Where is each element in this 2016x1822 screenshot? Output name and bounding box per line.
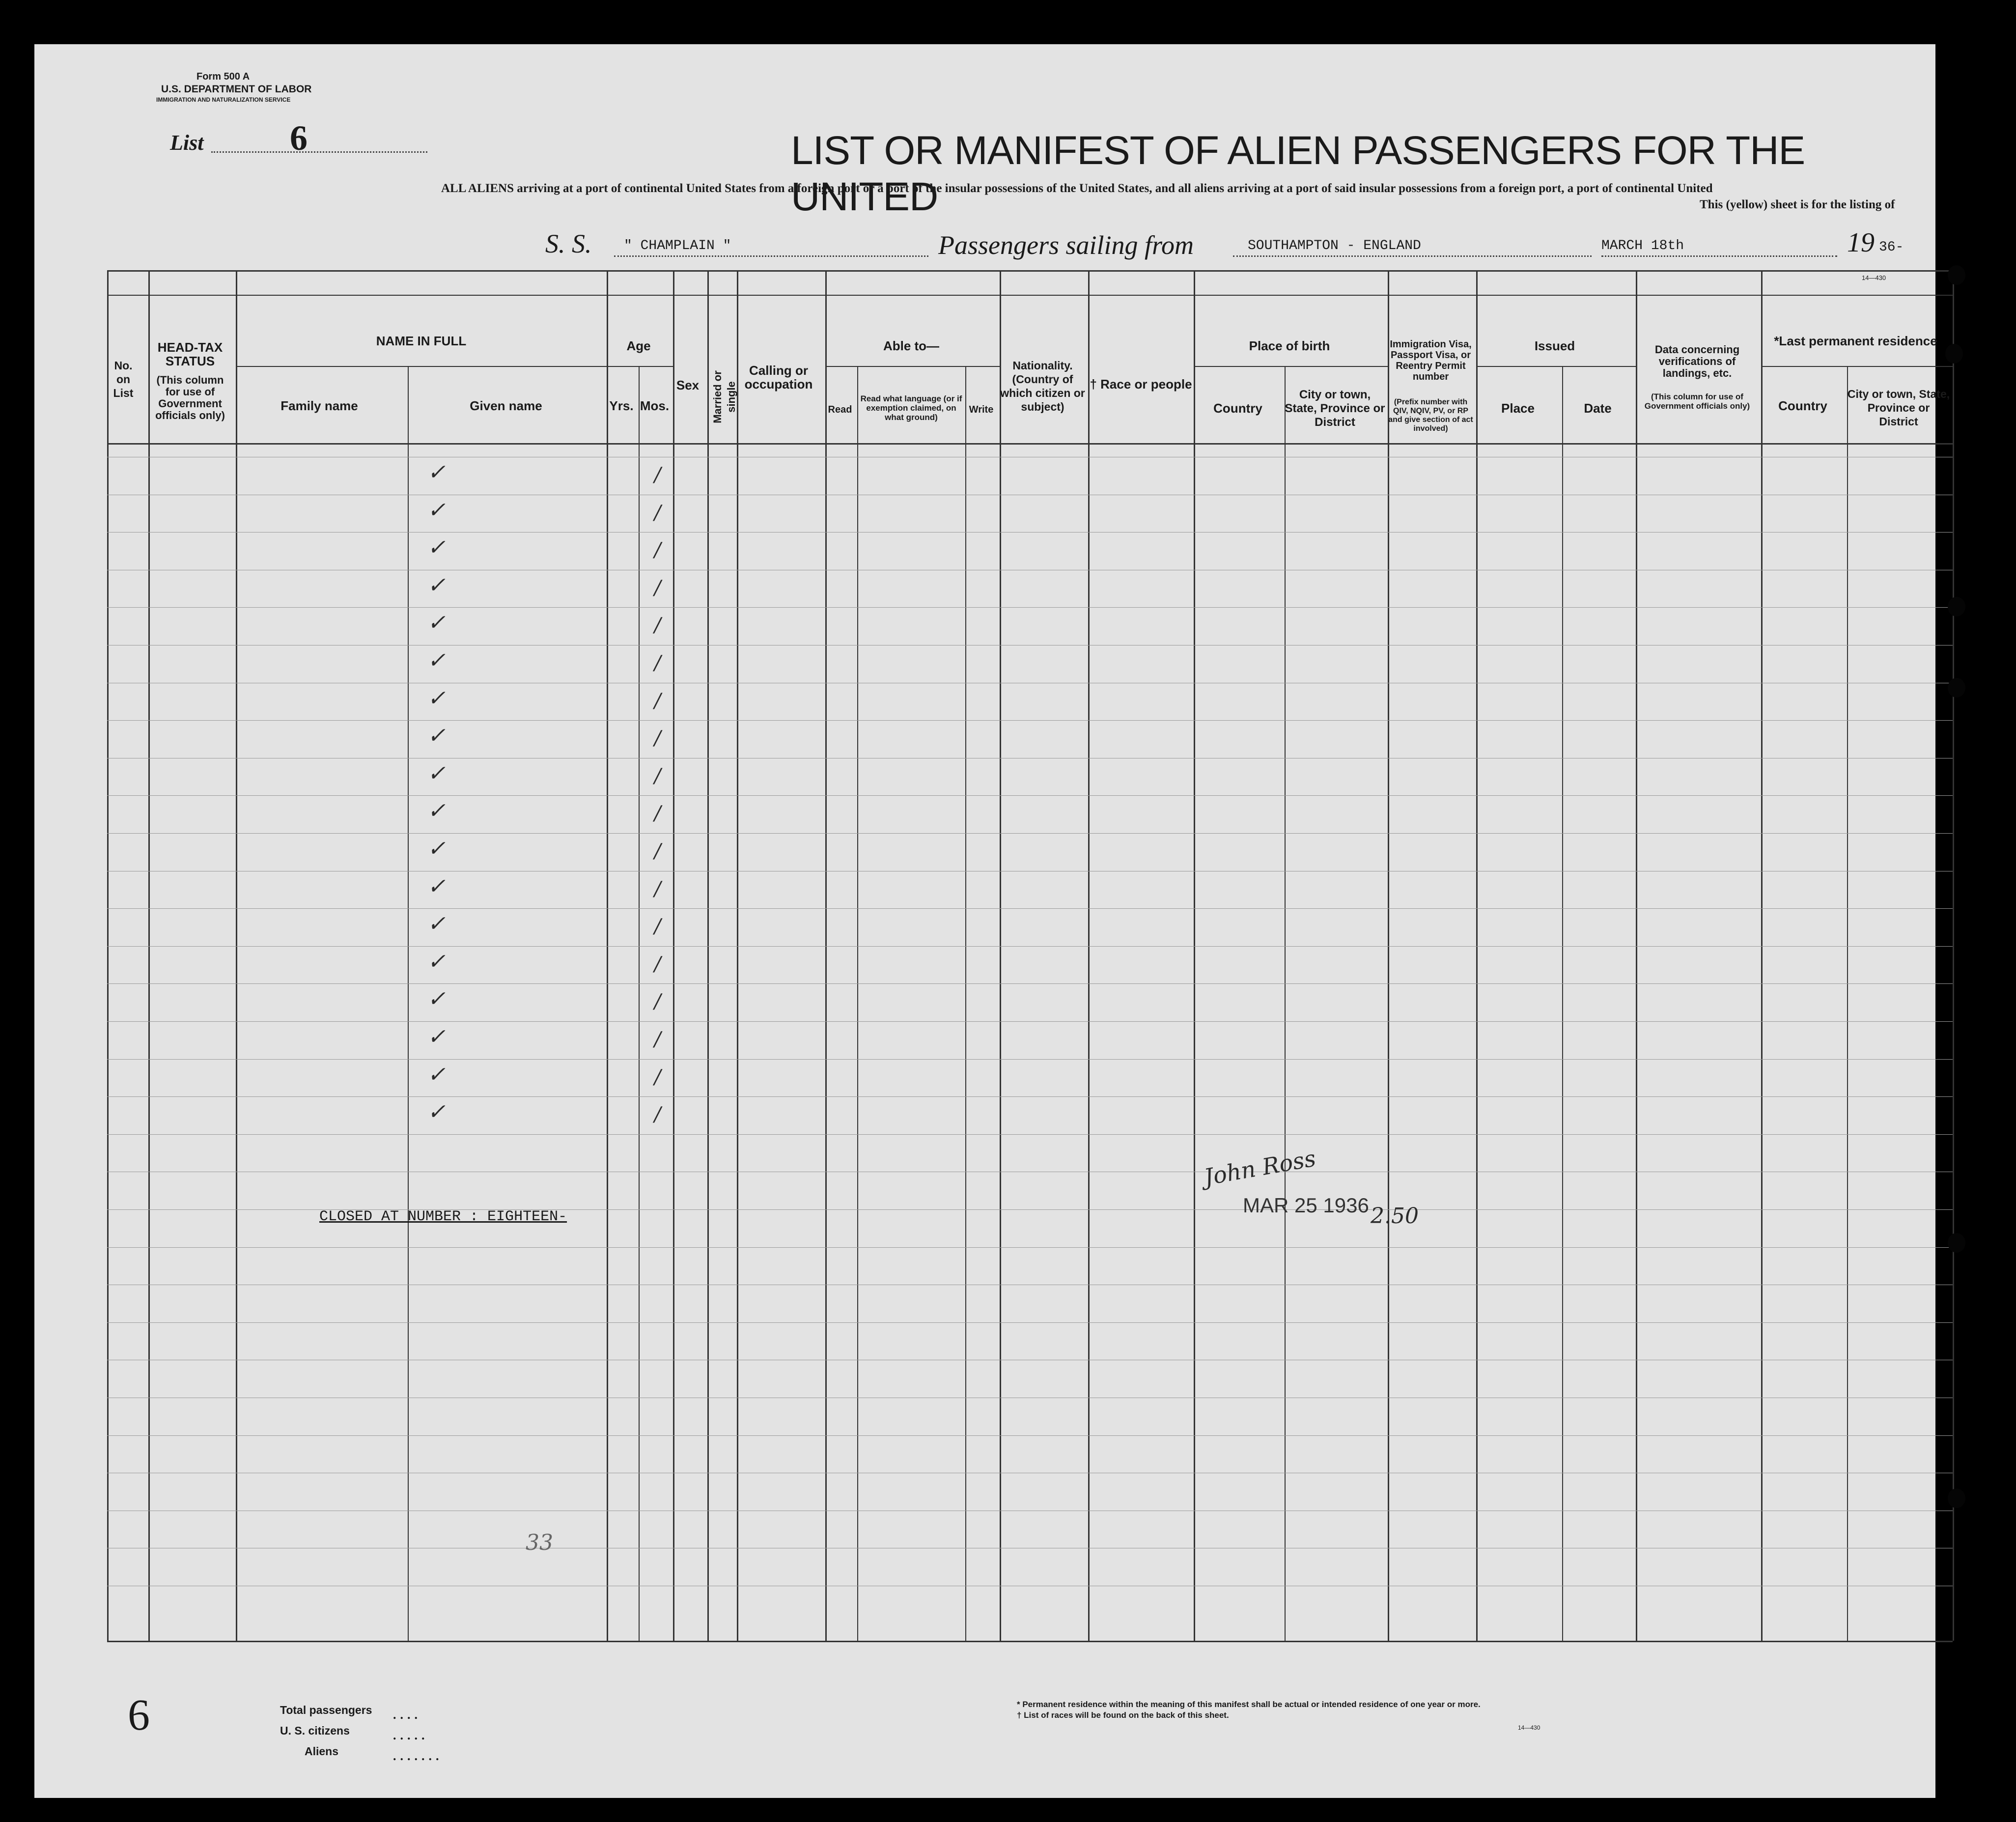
header-bottom-rule bbox=[107, 443, 1953, 445]
tally-mark-icon: / bbox=[654, 1103, 661, 1126]
ss-label: S. S. bbox=[545, 229, 592, 258]
tally-mark-icon: / bbox=[654, 576, 661, 599]
tally-mark-icon: / bbox=[654, 652, 661, 674]
ship-underline bbox=[614, 255, 928, 257]
footer-note-residence: * Permanent residence within the meaning of this manifest shall be actual or intended residence of one year or more. bbox=[1017, 1700, 1481, 1709]
row-rule bbox=[107, 946, 1953, 947]
binder-hole bbox=[1948, 1233, 1965, 1253]
row-rule bbox=[107, 532, 1953, 533]
column-rule bbox=[1953, 270, 1954, 1641]
department: U.S. DEPARTMENT OF LABOR bbox=[161, 84, 312, 95]
header-calling: Calling or occupation bbox=[744, 363, 813, 392]
row-rule bbox=[107, 1247, 1953, 1248]
binder-hole bbox=[1948, 678, 1965, 698]
row-rule bbox=[107, 833, 1953, 834]
stamp-date: MAR 25 1936 bbox=[1243, 1194, 1369, 1217]
header-visa: Immigration Visa, Passport Visa, or Reentry Permit number bbox=[1390, 339, 1472, 382]
footer-note-races: † List of races will be found on the back of this sheet. bbox=[1017, 1710, 1229, 1720]
list-number: 6 bbox=[290, 118, 308, 158]
tally-mark-icon: / bbox=[654, 915, 661, 938]
check-mark-icon: ✓ bbox=[427, 497, 446, 523]
footer-total-passengers: Total passengers bbox=[280, 1704, 372, 1716]
column-rule bbox=[965, 366, 966, 1641]
sailing-date: MARCH 18th bbox=[1601, 238, 1684, 253]
header-visa-note: (Prefix number with QIV, NQIV, PV, or RP and give section of act involved) bbox=[1388, 398, 1473, 433]
tally-mark-icon: / bbox=[654, 464, 661, 486]
header-write: Write bbox=[969, 404, 994, 415]
footer-big-number: 6 bbox=[128, 1691, 150, 1739]
header-res-city: City or town, State, Province or District bbox=[1847, 388, 1950, 428]
tally-mark-icon: / bbox=[654, 1065, 661, 1089]
header-no-on-list: No. on List bbox=[113, 359, 134, 399]
list-label: List bbox=[170, 131, 204, 155]
tally-mark-icon: / bbox=[654, 1028, 661, 1051]
service: IMMIGRATION AND NATURALIZATION SERVICE bbox=[156, 96, 291, 103]
form-number: Form 500 A bbox=[196, 71, 250, 82]
year-suffix: 36- bbox=[1879, 240, 1904, 255]
header-name-in-full: NAME IN FULL bbox=[376, 334, 467, 348]
tally-mark-icon: / bbox=[654, 990, 661, 1013]
stamp-fee: 2.50 bbox=[1371, 1204, 1419, 1229]
check-mark-icon: ✓ bbox=[427, 760, 446, 786]
closed-note: CLOSED AT NUMBER : EIGHTEEN- bbox=[319, 1208, 567, 1225]
header-given-name: Given name bbox=[470, 398, 542, 413]
header-family-name: Family name bbox=[280, 398, 358, 413]
margin-number: 33 bbox=[526, 1530, 553, 1555]
header-mos: Mos. bbox=[640, 398, 670, 413]
check-mark-icon: ✓ bbox=[427, 723, 446, 749]
check-mark-icon: ✓ bbox=[427, 685, 446, 711]
header-head-tax-note: (This column for use of Government officials only) bbox=[155, 374, 225, 421]
row-rule bbox=[107, 1435, 1953, 1436]
check-mark-icon: ✓ bbox=[427, 1062, 446, 1087]
header-verifications: Data concerning verifications of landings, etc. bbox=[1654, 343, 1740, 379]
row-rule bbox=[107, 720, 1953, 721]
check-mark-icon: ✓ bbox=[427, 836, 446, 861]
footer-code: 14—430 bbox=[1518, 1724, 1540, 1731]
header-birth-country: Country bbox=[1213, 401, 1262, 416]
column-rule bbox=[639, 366, 640, 1641]
port-underline bbox=[1233, 255, 1592, 257]
subheader-rule bbox=[1761, 366, 1953, 367]
table-top-rule bbox=[107, 270, 1953, 272]
binder-hole bbox=[1948, 265, 1965, 285]
column-number-rule bbox=[107, 295, 1953, 296]
binder-hole bbox=[1948, 597, 1965, 617]
year-prefix: 19 bbox=[1847, 227, 1875, 258]
tally-mark-icon: / bbox=[654, 614, 661, 637]
header-nationality: Nationality. (Country of which citizen or subject) bbox=[1000, 359, 1085, 413]
port-name: SOUTHAMPTON - ENGLAND bbox=[1248, 238, 1421, 253]
header-able-to: Able to— bbox=[883, 338, 940, 353]
subheader-rule bbox=[1476, 366, 1636, 367]
binder-hole bbox=[1945, 344, 1963, 364]
binder-hole bbox=[1948, 1488, 1965, 1508]
page-title: LIST OR MANIFEST OF ALIEN PASSENGERS FOR THE UNITED bbox=[791, 128, 1805, 219]
header-married: Married or single bbox=[711, 370, 737, 423]
header-race: † Race or people bbox=[1090, 377, 1192, 392]
column-rule bbox=[408, 366, 409, 1641]
check-mark-icon: ✓ bbox=[427, 572, 446, 598]
row-rule bbox=[107, 1322, 1953, 1323]
footer-dots: .... ..... ....... bbox=[393, 1708, 443, 1763]
header-verifications-note: (This column for use of Government officials only) bbox=[1644, 392, 1750, 411]
list-underline bbox=[211, 151, 427, 153]
header-read-language: Read what language (or if exemption claimed, on what ground) bbox=[860, 394, 962, 422]
column-rule bbox=[1285, 366, 1286, 1641]
subheader-rule bbox=[236, 366, 607, 367]
tally-mark-icon: / bbox=[654, 764, 661, 787]
row-rule bbox=[107, 795, 1953, 796]
check-mark-icon: ✓ bbox=[427, 535, 446, 561]
footer-aliens: Aliens bbox=[305, 1745, 339, 1758]
header-issued-date: Date bbox=[1584, 401, 1612, 416]
check-mark-icon: ✓ bbox=[427, 949, 446, 974]
header-read: Read bbox=[828, 404, 852, 415]
check-mark-icon: ✓ bbox=[427, 1099, 446, 1125]
inspector-signature: John Ross bbox=[1202, 1145, 1318, 1191]
sailing-label: Passengers sailing from bbox=[938, 230, 1194, 260]
check-mark-icon: ✓ bbox=[427, 648, 446, 673]
row-rule bbox=[107, 983, 1953, 984]
check-mark-icon: ✓ bbox=[427, 873, 446, 899]
column-rule bbox=[857, 366, 858, 1641]
header-birth-city: City or town, State, Province or District bbox=[1285, 388, 1385, 429]
row-rule bbox=[107, 908, 1953, 909]
tally-mark-icon: / bbox=[654, 539, 661, 562]
header-res-country: Country bbox=[1778, 398, 1827, 413]
tally-mark-icon: / bbox=[654, 840, 661, 863]
tally-mark-icon: / bbox=[654, 802, 661, 825]
subtitle-line-1: ALL ALIENS arriving at a port of continental United States from a foreign port or a port of the insular possessions of the United States, and all aliens arriving at a port of said insular possessions from a foreign port, a port of continental United bbox=[441, 182, 1713, 195]
subheader-rule bbox=[1194, 366, 1388, 367]
check-mark-icon: ✓ bbox=[427, 610, 446, 636]
tally-mark-icon: / bbox=[654, 501, 661, 524]
table-bottom-rule bbox=[107, 1641, 1953, 1642]
footer-us-citizens: U. S. citizens bbox=[280, 1724, 350, 1737]
header-age: Age bbox=[626, 338, 651, 353]
header-head-tax: HEAD-TAX STATUS bbox=[157, 340, 223, 368]
row-rule bbox=[107, 1096, 1953, 1097]
tally-mark-icon: / bbox=[654, 689, 661, 712]
tally-mark-icon: / bbox=[654, 727, 661, 750]
header-issued-place: Place bbox=[1501, 401, 1535, 416]
row-rule bbox=[107, 1134, 1953, 1135]
check-mark-icon: ✓ bbox=[427, 1024, 446, 1049]
row-rule bbox=[107, 607, 1953, 608]
header-yrs: Yrs. bbox=[609, 398, 634, 413]
subheader-rule bbox=[607, 366, 673, 367]
subtitle-line-2: This (yellow) sheet is for the listing of bbox=[1700, 198, 1895, 211]
row-rule bbox=[107, 1059, 1953, 1060]
header-last-residence: *Last permanent residence bbox=[1774, 334, 1937, 348]
header-place-of-birth: Place of birth bbox=[1249, 338, 1330, 353]
check-mark-icon: ✓ bbox=[427, 911, 446, 937]
column-rule bbox=[1847, 366, 1848, 1641]
check-mark-icon: ✓ bbox=[427, 460, 446, 485]
check-mark-icon: ✓ bbox=[427, 798, 446, 824]
header-issued: Issued bbox=[1534, 338, 1575, 353]
row-rule bbox=[107, 1021, 1953, 1022]
column-rule bbox=[1562, 366, 1563, 1641]
form-code-top: 14—430 bbox=[1862, 274, 1886, 281]
subheader-rule bbox=[825, 366, 1000, 367]
date-underline bbox=[1601, 255, 1837, 257]
tally-mark-icon: / bbox=[654, 953, 661, 976]
tally-mark-icon: / bbox=[654, 877, 661, 900]
ship-name: " CHAMPLAIN " bbox=[624, 238, 731, 253]
manifest-sheet bbox=[34, 44, 1950, 1798]
header-sex: Sex bbox=[676, 378, 700, 392]
check-mark-icon: ✓ bbox=[427, 986, 446, 1012]
